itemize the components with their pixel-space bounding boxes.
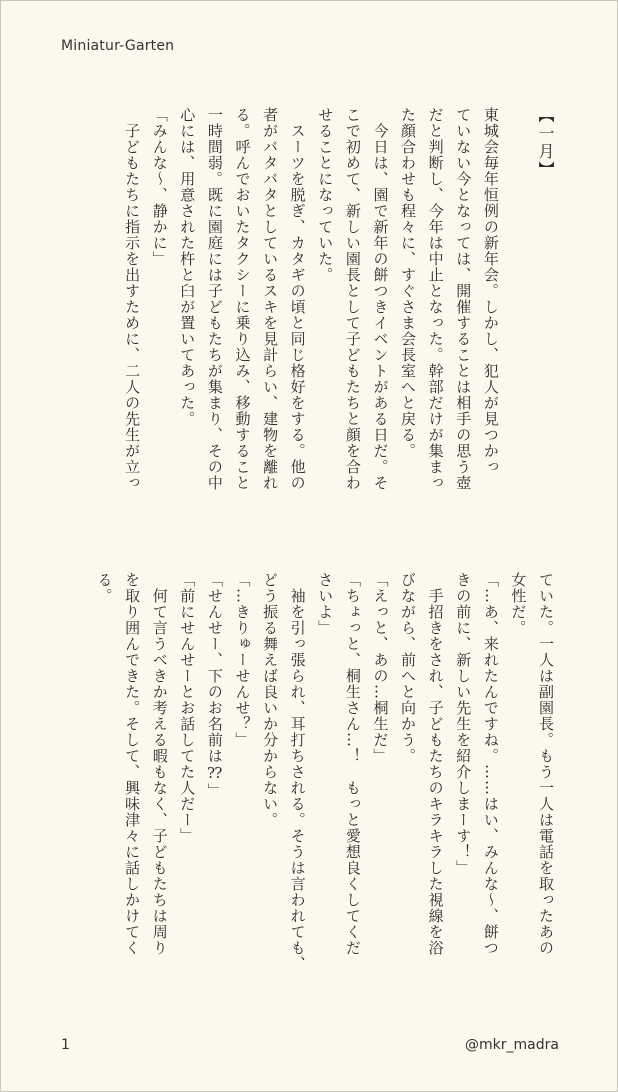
body-line: 「せんせー、下のお名前は⁇」 bbox=[205, 572, 224, 799]
text-block-top bbox=[118, 107, 560, 529]
body-line: ていない今となっては、開催することは相手の思う壺 bbox=[454, 107, 473, 491]
body-line: スーツを脱ぎ、カタギの頃と同じ格好をする。他の bbox=[288, 107, 307, 491]
body-line: 「みんな〜、静かに」 bbox=[150, 107, 169, 267]
body-line: 「ちょっと、桐生さん…！ もっと愛想良くしてくだ bbox=[343, 572, 362, 956]
body-line: た顔合わせも程々に、すぐさま会長室へと戻る。 bbox=[399, 107, 418, 459]
body-line: 心には、用意された杵と臼が置いてあった。 bbox=[178, 107, 197, 427]
body-line: 一時間弱。既に園庭には子どもたちが集まり、その中 bbox=[205, 107, 224, 491]
heading-spacer bbox=[504, 107, 532, 529]
body-line: せることになっていた。 bbox=[316, 107, 335, 283]
body-line: 「…きりゅーせんせ？」 bbox=[233, 572, 252, 748]
body-line: だと判断し、今年は中止となった。幹部だけが集まっ bbox=[426, 107, 445, 491]
body-line: きの前に、新しい先生を紹介しまーす！」 bbox=[454, 572, 473, 876]
body-line: 今日は、園で新年の餅つきイベントがある日だ。そ bbox=[371, 107, 390, 491]
body-line: ていた。一人は副園長。もう一人は電話を取ったあの bbox=[537, 572, 555, 956]
page-number: 1 bbox=[61, 1037, 70, 1053]
body-line: 女性だ。 bbox=[509, 572, 528, 636]
body-line: 「えっと、あの…桐生だ」 bbox=[371, 572, 390, 764]
body-line: る。呼んでおいたタクシーに乗り込み、移動すること bbox=[233, 107, 252, 491]
body-line: さいよ」 bbox=[316, 572, 335, 636]
page-header-title: Miniatur-Garten bbox=[61, 38, 175, 54]
body-line: る。 bbox=[95, 572, 114, 604]
author-handle: @mkr_madra bbox=[465, 1037, 559, 1053]
body-line: 東城会毎年恒例の新年会。しかし、犯人が見つかっ bbox=[481, 107, 500, 475]
body-line: 「…あ、来れたんですね。……はい、みんな〜、餅つ bbox=[481, 572, 500, 956]
body-line: 袖を引っ張られ、耳打ちされる。そうは言われても、 bbox=[288, 572, 307, 972]
body-line: 「前にせんせーとお話してた人だー」 bbox=[178, 572, 197, 844]
body-line: びながら、前へと向かう。 bbox=[399, 572, 418, 764]
body-line: 子どもたちに指示を出すために、二人の先生が立っ bbox=[123, 107, 142, 491]
body-line: こで初めて、新しい園長として子どもたちと顔を合わ bbox=[343, 107, 362, 491]
body-line: を取り囲んできた。そして、興味津々に話しかけてく bbox=[123, 572, 142, 956]
body-line: どう振る舞えば良いか分からない。 bbox=[261, 572, 280, 828]
chapter-heading: 【一月】 bbox=[536, 107, 555, 179]
body-line: 手招きをされ、子どもたちのキラキラした視線を浴 bbox=[426, 572, 445, 956]
body-line: 者がバタバタとしているスキを見計らい、建物を離れ bbox=[261, 107, 280, 491]
body-line: 何て言うべきか考える暇もなく、子どもたちは周り bbox=[150, 572, 169, 956]
text-block-bottom bbox=[90, 572, 559, 1006]
